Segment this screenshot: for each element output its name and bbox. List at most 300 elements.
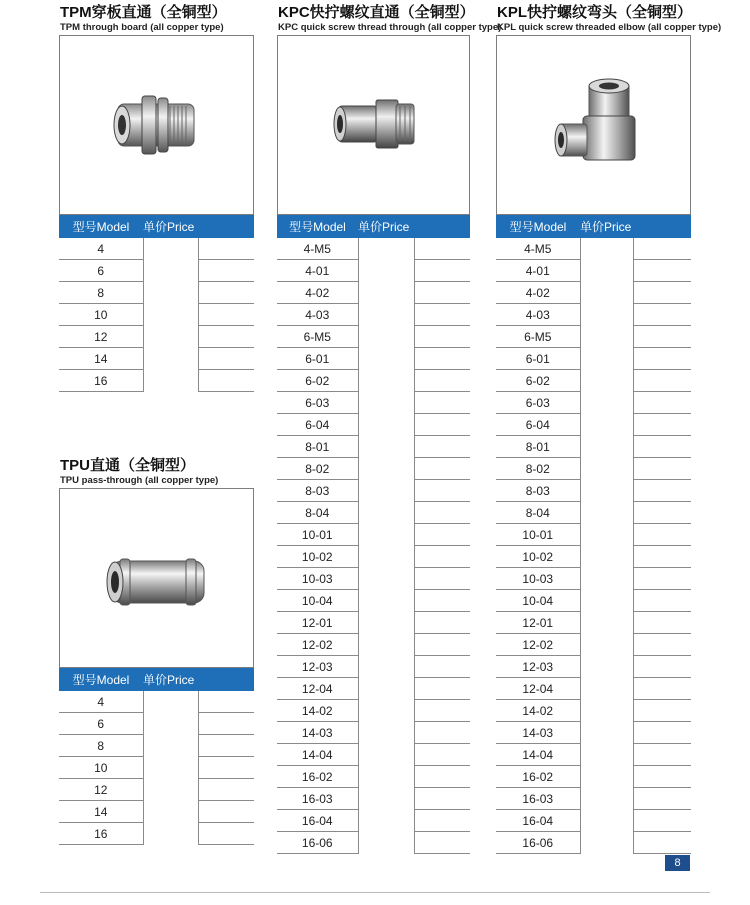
- tpu-model-header: 型号Model: [59, 668, 143, 691]
- price-cell: [143, 713, 198, 735]
- price-cell: [358, 612, 414, 634]
- price-cell: [580, 788, 633, 810]
- model-cell: 10-02: [496, 546, 580, 568]
- table-row: [496, 634, 691, 656]
- price-cell: [358, 370, 414, 392]
- model-cell: 10-01: [496, 524, 580, 546]
- table-row: [496, 282, 691, 304]
- table-row: [59, 260, 254, 282]
- model-cell: 14-04: [496, 744, 580, 766]
- price-cell: [358, 260, 414, 282]
- table-row: [496, 414, 691, 436]
- table-row: [59, 348, 254, 370]
- price-cell: [358, 744, 414, 766]
- price-cell: [358, 480, 414, 502]
- extra-cell: [633, 502, 691, 524]
- extra-cell: [414, 392, 470, 414]
- price-cell: [580, 436, 633, 458]
- price-cell: [143, 282, 198, 304]
- model-cell: 4-M5: [496, 238, 580, 260]
- extra-cell: [633, 348, 691, 370]
- table-row: [277, 744, 470, 766]
- price-cell: [358, 524, 414, 546]
- extra-cell: [633, 810, 691, 832]
- model-cell: 6: [59, 713, 143, 735]
- model-cell: 14-02: [496, 700, 580, 722]
- table-row: [277, 722, 470, 744]
- extra-cell: [414, 260, 470, 282]
- extra-cell: [633, 678, 691, 700]
- kpc-price-header: 单价Price: [358, 215, 414, 238]
- extra-cell: [198, 326, 254, 348]
- model-cell: 8-01: [277, 436, 358, 458]
- table-row: [277, 678, 470, 700]
- table-row: [496, 612, 691, 634]
- model-cell: 12-04: [496, 678, 580, 700]
- kpl-subtitle: KPL quick screw threaded elbow (all copper type): [497, 22, 722, 33]
- price-cell: [580, 260, 633, 282]
- model-cell: 4-02: [277, 282, 358, 304]
- extra-cell: [633, 392, 691, 414]
- table-row: [59, 823, 254, 845]
- kpl-price-header: 单价Price: [580, 215, 633, 238]
- model-cell: 6-01: [277, 348, 358, 370]
- price-cell: [580, 656, 633, 678]
- extra-cell: [414, 326, 470, 348]
- extra-cell: [633, 304, 691, 326]
- extra-cell: [414, 766, 470, 788]
- price-cell: [358, 436, 414, 458]
- table-row: [496, 656, 691, 678]
- extra-cell: [633, 260, 691, 282]
- kpl-price-table: [496, 215, 691, 854]
- table-row: [59, 757, 254, 779]
- model-cell: 10-04: [277, 590, 358, 612]
- model-cell: 16-04: [496, 810, 580, 832]
- table-row: [496, 348, 691, 370]
- model-cell: 6-03: [496, 392, 580, 414]
- extra-cell: [198, 238, 254, 260]
- table-row: [277, 502, 470, 524]
- price-cell: [358, 282, 414, 304]
- extra-cell: [414, 634, 470, 656]
- price-cell: [358, 502, 414, 524]
- table-row: [277, 370, 470, 392]
- model-cell: 10-04: [496, 590, 580, 612]
- model-cell: 8-02: [277, 458, 358, 480]
- table-row: [277, 810, 470, 832]
- table-row: [496, 458, 691, 480]
- model-cell: 8-01: [496, 436, 580, 458]
- table-row: [277, 282, 470, 304]
- table-row: [496, 700, 691, 722]
- tpu-subtitle: TPU pass-through (all copper type): [60, 475, 219, 486]
- model-cell: 8: [59, 282, 143, 304]
- tpu-price-table: [59, 668, 254, 845]
- price-cell: [358, 414, 414, 436]
- model-cell: 14: [59, 348, 143, 370]
- price-cell: [358, 832, 414, 854]
- model-cell: 16: [59, 370, 143, 392]
- extra-cell: [414, 722, 470, 744]
- table-row: [496, 678, 691, 700]
- extra-cell: [414, 238, 470, 260]
- table-row: [277, 392, 470, 414]
- extra-cell: [633, 238, 691, 260]
- extra-cell: [414, 370, 470, 392]
- table-row: [496, 436, 691, 458]
- model-cell: 8-03: [496, 480, 580, 502]
- price-cell: [143, 260, 198, 282]
- tpm-price-header: 单价Price: [143, 215, 198, 238]
- price-cell: [143, 370, 198, 392]
- extra-cell: [414, 612, 470, 634]
- model-cell: 6-04: [277, 414, 358, 436]
- model-cell: 12-04: [277, 678, 358, 700]
- table-row: [277, 788, 470, 810]
- price-cell: [580, 700, 633, 722]
- table-row: [59, 735, 254, 757]
- extra-cell: [633, 480, 691, 502]
- kpc-product-image: [277, 35, 470, 215]
- extra-cell: [198, 757, 254, 779]
- extra-cell: [633, 590, 691, 612]
- price-cell: [580, 832, 633, 854]
- table-row: [496, 370, 691, 392]
- table-row: [496, 744, 691, 766]
- extra-cell: [414, 502, 470, 524]
- model-cell: 16-02: [277, 766, 358, 788]
- model-cell: 14-02: [277, 700, 358, 722]
- price-cell: [580, 502, 633, 524]
- price-cell: [358, 656, 414, 678]
- kpc-price-table: [277, 215, 470, 854]
- kpc-fitting-illustration: [278, 36, 471, 216]
- tpu-fitting-illustration: [60, 489, 255, 669]
- tpu-price-header: 单价Price: [143, 668, 198, 691]
- model-cell: 16-03: [496, 788, 580, 810]
- price-cell: [143, 757, 198, 779]
- model-cell: 8: [59, 735, 143, 757]
- extra-cell: [414, 348, 470, 370]
- model-cell: 6-02: [277, 370, 358, 392]
- extra-cell: [414, 524, 470, 546]
- extra-cell: [633, 744, 691, 766]
- kpc-model-header: 型号Model: [277, 215, 358, 238]
- price-cell: [143, 823, 198, 845]
- extra-cell: [414, 458, 470, 480]
- price-cell: [358, 392, 414, 414]
- table-row: [496, 260, 691, 282]
- table-row: [496, 480, 691, 502]
- price-cell: [358, 238, 414, 260]
- price-cell: [580, 480, 633, 502]
- extra-cell: [633, 282, 691, 304]
- tpu-title: TPU直通（全铜型）: [60, 457, 196, 474]
- price-cell: [143, 304, 198, 326]
- price-cell: [143, 735, 198, 757]
- extra-cell: [198, 713, 254, 735]
- extra-cell: [414, 656, 470, 678]
- model-cell: 12-01: [277, 612, 358, 634]
- extra-cell: [198, 370, 254, 392]
- price-cell: [580, 612, 633, 634]
- extra-cell: [633, 326, 691, 348]
- extra-cell: [633, 370, 691, 392]
- table-row: [277, 656, 470, 678]
- model-cell: 6-01: [496, 348, 580, 370]
- model-cell: 12-02: [496, 634, 580, 656]
- price-cell: [358, 634, 414, 656]
- tpm-fitting-illustration: [60, 36, 255, 216]
- price-cell: [580, 238, 633, 260]
- extra-cell: [633, 524, 691, 546]
- table-row: [59, 713, 254, 735]
- model-cell: 14-04: [277, 744, 358, 766]
- table-row: [496, 568, 691, 590]
- extra-cell: [414, 282, 470, 304]
- tpm-model-header: 型号Model: [59, 215, 143, 238]
- kpc-subtitle: KPC quick screw thread through (all copper type): [278, 22, 502, 33]
- table-row: [277, 260, 470, 282]
- price-cell: [358, 458, 414, 480]
- price-cell: [358, 722, 414, 744]
- page-number-badge: 8: [665, 855, 690, 871]
- table-row: [496, 722, 691, 744]
- extra-cell: [414, 546, 470, 568]
- model-cell: 16-06: [496, 832, 580, 854]
- extra-cell: [633, 788, 691, 810]
- price-cell: [143, 348, 198, 370]
- model-cell: 4-02: [496, 282, 580, 304]
- model-cell: 16: [59, 823, 143, 845]
- price-cell: [580, 568, 633, 590]
- model-cell: 4: [59, 238, 143, 260]
- model-cell: 10-03: [496, 568, 580, 590]
- extra-cell: [414, 568, 470, 590]
- table-row: [59, 326, 254, 348]
- extra-cell: [414, 832, 470, 854]
- model-cell: 8-04: [277, 502, 358, 524]
- model-cell: 14-03: [496, 722, 580, 744]
- table-row: [59, 238, 254, 260]
- model-cell: 6-02: [496, 370, 580, 392]
- tpu-section: [60, 457, 218, 486]
- table-row: [496, 502, 691, 524]
- kpl-fitting-illustration: [497, 36, 692, 216]
- price-cell: [143, 801, 198, 823]
- tpm-price-table: [59, 215, 254, 392]
- model-cell: 4: [59, 691, 143, 713]
- price-cell: [580, 810, 633, 832]
- extra-cell: [198, 823, 254, 845]
- price-cell: [143, 326, 198, 348]
- table-row: [277, 612, 470, 634]
- table-row: [496, 766, 691, 788]
- model-cell: 10: [59, 757, 143, 779]
- price-cell: [580, 546, 633, 568]
- table-row: [496, 238, 691, 260]
- extra-cell: [633, 766, 691, 788]
- price-cell: [358, 700, 414, 722]
- extra-cell: [198, 260, 254, 282]
- extra-cell: [198, 779, 254, 801]
- table-row: [496, 326, 691, 348]
- model-cell: 10-02: [277, 546, 358, 568]
- model-cell: 8-02: [496, 458, 580, 480]
- extra-cell: [198, 801, 254, 823]
- extra-cell: [633, 612, 691, 634]
- model-cell: 10: [59, 304, 143, 326]
- extra-cell: [198, 735, 254, 757]
- kpl-product-image: [496, 35, 691, 215]
- extra-cell: [198, 304, 254, 326]
- price-cell: [143, 779, 198, 801]
- table-row: [496, 392, 691, 414]
- extra-cell: [633, 700, 691, 722]
- model-cell: 14-03: [277, 722, 358, 744]
- extra-cell: [633, 832, 691, 854]
- price-cell: [580, 744, 633, 766]
- model-cell: 12-02: [277, 634, 358, 656]
- table-row: [277, 524, 470, 546]
- extra-cell: [198, 282, 254, 304]
- footer-divider: [40, 892, 710, 893]
- kpc-title: KPC快拧螺纹直通（全铜型）: [278, 4, 475, 21]
- model-cell: 12-03: [496, 656, 580, 678]
- table-row: [277, 546, 470, 568]
- extra-cell: [414, 590, 470, 612]
- kpl-model-header: 型号Model: [496, 215, 580, 238]
- price-cell: [358, 678, 414, 700]
- price-cell: [580, 370, 633, 392]
- extra-cell: [198, 691, 254, 713]
- table-row: [277, 634, 470, 656]
- extra-cell: [414, 436, 470, 458]
- price-cell: [358, 326, 414, 348]
- model-cell: 12-01: [496, 612, 580, 634]
- model-cell: 16-04: [277, 810, 358, 832]
- price-cell: [143, 691, 198, 713]
- table-row: [277, 348, 470, 370]
- model-cell: 6-03: [277, 392, 358, 414]
- table-row: [59, 691, 254, 713]
- price-cell: [358, 568, 414, 590]
- extra-cell: [414, 414, 470, 436]
- table-row: [277, 414, 470, 436]
- table-row: [277, 568, 470, 590]
- model-cell: 6: [59, 260, 143, 282]
- tpm-product-image: [59, 35, 254, 215]
- extra-cell: [633, 436, 691, 458]
- table-row: [59, 304, 254, 326]
- table-row: [59, 370, 254, 392]
- extra-cell: [414, 744, 470, 766]
- model-cell: 4-03: [277, 304, 358, 326]
- kpl-title: KPL快拧螺纹弯头（全铜型）: [497, 4, 693, 21]
- extra-cell: [414, 788, 470, 810]
- model-cell: 8-03: [277, 480, 358, 502]
- model-cell: 16-06: [277, 832, 358, 854]
- model-cell: 4-03: [496, 304, 580, 326]
- extra-cell: [633, 568, 691, 590]
- model-cell: 8-04: [496, 502, 580, 524]
- price-cell: [580, 304, 633, 326]
- table-row: [496, 304, 691, 326]
- extra-cell: [633, 414, 691, 436]
- tpu-product-image: [59, 488, 254, 668]
- price-cell: [580, 634, 633, 656]
- table-row: [496, 590, 691, 612]
- price-cell: [580, 678, 633, 700]
- table-row: [59, 282, 254, 304]
- price-cell: [358, 304, 414, 326]
- price-cell: [580, 414, 633, 436]
- table-row: [496, 832, 691, 854]
- model-cell: 6-04: [496, 414, 580, 436]
- price-cell: [580, 590, 633, 612]
- model-cell: 16-02: [496, 766, 580, 788]
- model-cell: 12-03: [277, 656, 358, 678]
- price-cell: [580, 458, 633, 480]
- extra-cell: [633, 722, 691, 744]
- price-cell: [358, 810, 414, 832]
- extra-cell: [633, 656, 691, 678]
- price-cell: [580, 282, 633, 304]
- tpm-subtitle: TPM through board (all copper type): [60, 22, 224, 33]
- table-row: [496, 788, 691, 810]
- extra-cell: [414, 678, 470, 700]
- price-cell: [358, 766, 414, 788]
- model-cell: 6-M5: [277, 326, 358, 348]
- tpm-title: TPM穿板直通（全铜型）: [60, 4, 227, 21]
- extra-cell: [414, 700, 470, 722]
- table-row: [496, 524, 691, 546]
- price-cell: [358, 546, 414, 568]
- price-cell: [580, 392, 633, 414]
- price-cell: [358, 348, 414, 370]
- kpl-section: [497, 4, 721, 33]
- table-row: [277, 590, 470, 612]
- model-cell: 4-01: [277, 260, 358, 282]
- model-cell: 14: [59, 801, 143, 823]
- price-cell: [580, 348, 633, 370]
- model-cell: 10-01: [277, 524, 358, 546]
- table-row: [277, 326, 470, 348]
- table-row: [496, 546, 691, 568]
- extra-cell: [414, 810, 470, 832]
- table-row: [277, 238, 470, 260]
- table-row: [277, 832, 470, 854]
- price-cell: [580, 326, 633, 348]
- tpm-section: [60, 4, 227, 33]
- table-row: [277, 480, 470, 502]
- price-cell: [580, 524, 633, 546]
- table-row: [59, 801, 254, 823]
- model-cell: 10-03: [277, 568, 358, 590]
- model-cell: 6-M5: [496, 326, 580, 348]
- extra-cell: [414, 480, 470, 502]
- price-cell: [580, 766, 633, 788]
- table-row: [277, 700, 470, 722]
- price-cell: [358, 590, 414, 612]
- extra-cell: [414, 304, 470, 326]
- model-cell: 12: [59, 779, 143, 801]
- model-cell: 12: [59, 326, 143, 348]
- price-cell: [143, 238, 198, 260]
- model-cell: 16-03: [277, 788, 358, 810]
- model-cell: 4-01: [496, 260, 580, 282]
